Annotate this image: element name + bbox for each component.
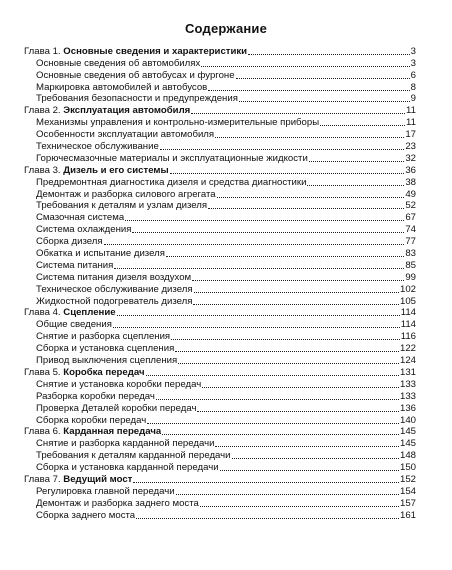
toc-title: Сборка коробки передач [36, 414, 147, 426]
page-number: 3 [410, 45, 416, 57]
toc-title: Снятие и разборка сцепления [36, 331, 171, 343]
toc-entry-row [24, 259, 416, 271]
dot-leader [176, 493, 399, 495]
toc-entry-row [24, 378, 416, 390]
toc-title: Особенности эксплуатации автомобиля [36, 129, 215, 141]
toc-entry-row [24, 354, 416, 366]
toc-title: Смазочная система [36, 212, 125, 224]
toc-entry-row [24, 128, 416, 140]
toc-entry-row [24, 69, 416, 81]
page-number: 161 [399, 509, 416, 521]
toc-entry-row [24, 461, 416, 473]
toc-title: Техническое обслуживание [36, 141, 159, 153]
toc-title: Сборка заднего моста [36, 509, 136, 521]
page-number: 38 [405, 176, 416, 188]
page-number: 154 [399, 485, 416, 497]
toc-title: Основные сведения об автомобилях [36, 57, 201, 69]
toc-entry-row [24, 200, 416, 212]
dot-leader [146, 374, 399, 376]
toc-entry-row [24, 188, 416, 200]
chapter-number: Глава 6. [24, 426, 61, 438]
toc-chapter-row [24, 426, 416, 438]
page-number: 114 [400, 319, 416, 331]
toc-title: Система охлаждения [36, 224, 132, 236]
toc-title: Система питания [36, 259, 114, 271]
toc-title: Система питания дизеля воздухом [36, 271, 192, 283]
dot-leader [136, 517, 399, 519]
chapter-name: Коробка передач [63, 366, 145, 378]
toc-title: Демонтаж и разборка силового агрегата [36, 188, 216, 200]
page-number: 145 [399, 438, 416, 450]
toc-title: Требования к деталям и узлам дизеля [36, 200, 208, 212]
dot-leader [248, 53, 410, 55]
toc-title: Привод выключения сцепления [36, 355, 178, 367]
toc-entry-row [24, 223, 416, 235]
toc-title: Горючесмазочные материалы и эксплуатационные жидкости [36, 152, 308, 164]
chapter-number: Глава 2. [24, 105, 61, 117]
page-number: 145 [399, 426, 416, 438]
toc-entry-row [24, 449, 416, 461]
page-number: 9 [410, 93, 416, 105]
page-number: 36 [405, 164, 416, 176]
toc-title [24, 307, 116, 318]
dot-leader [236, 77, 410, 79]
dot-leader [162, 433, 399, 435]
page-number: 150 [399, 462, 416, 474]
toc-chapter-row [24, 366, 416, 378]
page-number: 67 [405, 212, 416, 224]
toc-title: Маркировка автомобилей и автобусов [36, 81, 208, 93]
toc-title: Сборка дизеля [36, 236, 103, 248]
dot-leader [178, 362, 399, 364]
toc-title: Регулировка главной передачи [36, 485, 175, 497]
toc-entry-row [24, 93, 416, 105]
dot-leader [307, 184, 404, 186]
page-number: 105 [399, 295, 416, 307]
toc-title: Основные сведения об автобусах и фургоне [36, 69, 235, 81]
page-number: 8 [410, 81, 416, 93]
dot-leader [201, 65, 409, 67]
page-number: 148 [399, 450, 416, 462]
toc-entry-row [24, 81, 416, 93]
toc-entry-row [24, 235, 416, 247]
toc-entry-row [24, 318, 416, 330]
toc-title [24, 165, 169, 176]
toc-entry-row [24, 509, 416, 521]
toc-title [24, 105, 190, 116]
dot-leader [171, 338, 400, 340]
dot-leader [114, 267, 404, 269]
dot-leader [200, 505, 399, 507]
chapter-number: Глава 7. [24, 473, 61, 485]
chapter-name: Ведущий мост [63, 473, 133, 485]
dot-leader [175, 350, 399, 352]
chapter-number: Глава 3. [24, 164, 61, 176]
toc-title: Общие сведения [36, 319, 112, 331]
toc-title: Проверка Деталей коробки передач [36, 402, 197, 414]
chapter-number: Глава 5. [24, 366, 61, 378]
dot-leader [132, 231, 404, 233]
toc-entry-row [24, 283, 416, 295]
chapter-name: Карданная передача [63, 426, 162, 438]
toc-chapter-row [24, 164, 416, 176]
page-number: 114 [400, 307, 416, 319]
page-number: 32 [405, 152, 416, 164]
page-number: 116 [400, 331, 416, 343]
chapter-name: Дизель и его системы [63, 164, 169, 176]
toc-chapter-row [24, 307, 416, 319]
toc-entry-row [24, 330, 416, 342]
dot-leader [156, 398, 399, 400]
chapter-number: Глава 1. [24, 45, 61, 57]
toc-title: Требования безопасности и предупреждения [36, 93, 238, 105]
dot-leader [104, 243, 405, 245]
toc-entry-row [24, 176, 416, 188]
page-number: 11 [406, 117, 416, 129]
toc-entry-row [24, 437, 416, 449]
page-number: 157 [399, 497, 416, 509]
dot-leader [133, 481, 399, 483]
page-number: 83 [405, 248, 416, 260]
toc-title [24, 474, 132, 485]
chapter-name: Эксплуатация автомобиля [63, 105, 191, 117]
page-number: 6 [410, 69, 416, 81]
page-number: 52 [405, 200, 416, 212]
page-number: 124 [399, 355, 416, 367]
toc-entry-row [24, 211, 416, 223]
dot-leader [125, 219, 404, 221]
dot-leader [215, 136, 404, 138]
dot-leader [232, 457, 399, 459]
dot-leader [309, 160, 405, 162]
page-number: 131 [399, 366, 416, 378]
table-of-contents [24, 45, 416, 521]
page-number: 11 [406, 105, 416, 117]
toc-title: Обкатка и испытание дизеля [36, 248, 165, 260]
dot-leader [208, 89, 409, 91]
page-title: Содержание [184, 21, 268, 36]
dot-leader [208, 207, 404, 209]
dot-leader [113, 326, 400, 328]
page-number: 77 [405, 236, 416, 248]
toc-entry-row [24, 271, 416, 283]
page-number: 49 [405, 188, 416, 200]
toc-title: Предремонтная диагностика дизеля и средства диагностики [36, 176, 307, 188]
page-number: 133 [399, 390, 416, 402]
dot-leader [197, 410, 399, 412]
toc-title: Техническое обслуживание дизеля [36, 283, 193, 295]
toc-title: Снятие и разборка карданной передачи [36, 438, 215, 450]
page-number: 85 [405, 259, 416, 271]
toc-title [24, 426, 161, 437]
toc-entry-row [24, 295, 416, 307]
toc-entry-row [24, 485, 416, 497]
toc-title [24, 46, 247, 57]
page-number: 133 [399, 378, 416, 390]
dot-leader [202, 386, 399, 388]
chapter-name: Сцепление [63, 307, 116, 319]
toc-entry-row [24, 342, 416, 354]
toc-title: Демонтаж и разборка заднего моста [36, 497, 199, 509]
dot-leader [191, 112, 405, 114]
toc-entry-row [24, 57, 416, 69]
chapter-number: Глава 4. [24, 307, 61, 319]
dot-leader [193, 303, 399, 305]
page-number: 74 [405, 224, 416, 236]
toc-title: Сборка и установка сцепления [36, 343, 175, 355]
dot-leader [166, 255, 404, 257]
page-number: 23 [405, 141, 416, 153]
dot-leader [170, 172, 405, 174]
toc-entry-row [24, 247, 416, 259]
dot-leader [117, 314, 400, 316]
toc-title: Механизмы управления и контрольно-измерительные приборы [36, 117, 320, 129]
dot-leader [192, 279, 404, 281]
page-number: 122 [399, 343, 416, 355]
toc-entry-row [24, 116, 416, 128]
toc-title: Жидкостной подогреватель дизеля [36, 295, 193, 307]
page-number: 99 [405, 271, 416, 283]
toc-entry-row [24, 152, 416, 164]
dot-leader [194, 291, 399, 293]
toc-chapter-row [24, 473, 416, 485]
toc-entry-row [24, 390, 416, 402]
dot-leader [320, 124, 405, 126]
page-number: 152 [399, 473, 416, 485]
toc-chapter-row [24, 45, 416, 57]
toc-entry-row [24, 402, 416, 414]
toc-title: Разборка коробки передач [36, 390, 155, 402]
dot-leader [215, 445, 399, 447]
dot-leader [147, 422, 399, 424]
dot-leader [220, 469, 399, 471]
toc-entry-row [24, 414, 416, 426]
page-number: 140 [399, 414, 416, 426]
toc-chapter-row [24, 104, 416, 116]
page-number: 136 [399, 402, 416, 414]
toc-title: Сборка и установка карданной передачи [36, 462, 219, 474]
page-number: 102 [399, 283, 416, 295]
page-number: 17 [405, 129, 416, 141]
chapter-name: Основные сведения и характеристики [63, 45, 248, 57]
toc-entry-row [24, 497, 416, 509]
dot-leader [217, 196, 405, 198]
page-number: 3 [410, 57, 416, 69]
toc-title: Требования к деталям карданной передачи [36, 450, 231, 462]
dot-leader [239, 100, 410, 102]
dot-leader [160, 148, 405, 150]
toc-entry-row [24, 140, 416, 152]
toc-title: Снятие и установка коробки передач [36, 378, 202, 390]
toc-title [24, 367, 145, 378]
